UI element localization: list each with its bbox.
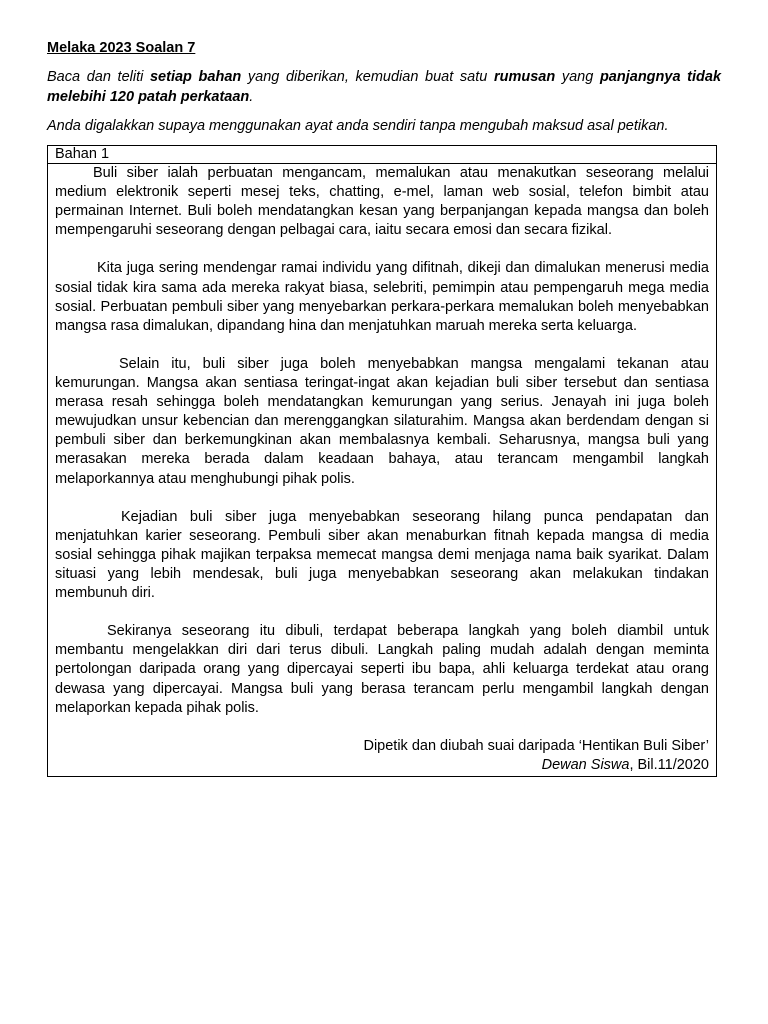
instruction-summary [47, 67, 721, 107]
passage-paragraph: Kejadian buli siber juga menyebabkan seseorang hilang punca pendapatan dan menjatuhkan karier seseorang. Pembuli siber akan menaburkan fitnah kepada mangsa di media sosial sehingga pihak majikan terpaksa memecat mangsa demi menjaga nama baik syarikat. Dalam situasi yang lebih mendesak, buli juga menyebabkan seseorang akan melakukan tindakan membunuh diri. [55, 508, 709, 602]
publication-name: Dewan Siswa [541, 756, 630, 773]
question-heading: Melaka 2023 Soalan 7 [47, 40, 196, 56]
instruction-own-words: Anda digalakkan supaya menggunakan ayat anda sendiri tanpa mengubah maksud asal petikan. [47, 118, 669, 134]
passage-paragraph: Selain itu, buli siber juga boleh menyebabkan mangsa mengalami tekanan atau kemurungan. Mangsa akan sentiasa teringat-ingat akan kejadian buli siber tersebut dan sentiasa merasa resah sehingga boleh mendatangkan kemurungan yang serius. Jenayah ini juga boleh mewujudkan unsur kebencian dan merenggangkan silaturahim. Mangsa akan berdendam dengan si pembuli siber dan berkemungkinan akan membalasnya kembali. Seharusnya, mangsa buli yang merasakan mereka berada dalam keadaan bahaya, atau terancam mengambil langkah melaporkannya atau menghubungi pihak polis. [55, 355, 709, 487]
publication-issue: , Bil.11/2020 [629, 756, 709, 773]
instruction-text: yang [555, 69, 600, 85]
source-citation [55, 737, 709, 775]
instruction-emphasis: panjangnya tidak melebihi 120 patah perkataan [47, 69, 722, 105]
passage-paragraph: Kita juga sering mendengar ramai individu yang difitnah, dikeji dan dimalukan menerusi media sosial tidak kira sama ada mereka rakyat biasa, selebriti, pemimpin atau pempengaruh mega media sosial. Perbuatan pembuli siber yang menyebarkan perkara-perkara memalukan boleh menyebabkan mangsa rasa dimalukan, dipandang hina dan menjatuhkan maruah mereka serta keluarga. [55, 260, 709, 334]
passage-body [48, 164, 716, 776]
instruction-text: Baca dan teliti [47, 69, 150, 85]
source-line: Dipetik dan diubah suai daripada ‘Hentikan Buli Siber’ [363, 737, 709, 754]
passage-box [47, 145, 717, 777]
instruction-text: . [249, 89, 254, 105]
instruction-text: yang diberikan, kemudian buat satu [241, 69, 494, 85]
instruction-emphasis: setiap bahan [149, 69, 242, 85]
source-publication [55, 756, 709, 775]
document-page [47, 38, 721, 777]
passage-paragraph: Buli siber ialah perbuatan mengancam, memalukan atau menakutkan seseorang melalui medium elektronik seperti mesej teks, chatting, e-mel, laman web sosial, telefon bimbit atau permainan Internet. Buli boleh mendatangkan kesan yang berpanjangan kepada mangsa dan boleh mempengaruhi seseorang dengan pelbagai cara, iaitu secara emosi dan secara fizikal. [55, 165, 709, 239]
passage-label: Bahan 1 [48, 146, 716, 164]
passage-paragraph: Sekiranya seseorang itu dibuli, terdapat beberapa langkah yang boleh diambil untuk membantu mengelakkan diri dari terus dibuli. Langkah paling mudah adalah dengan meminta pertolongan daripada orang yang dipercayai seperti ibu bapa, ahli keluarga terdekat atau orang dewasa yang dipercayai. Mangsa buli yang berasa terancam perlu mengambil langkah dengan melaporkan kepada pihak polis. [55, 623, 709, 716]
instruction-emphasis: rumusan [493, 69, 556, 85]
